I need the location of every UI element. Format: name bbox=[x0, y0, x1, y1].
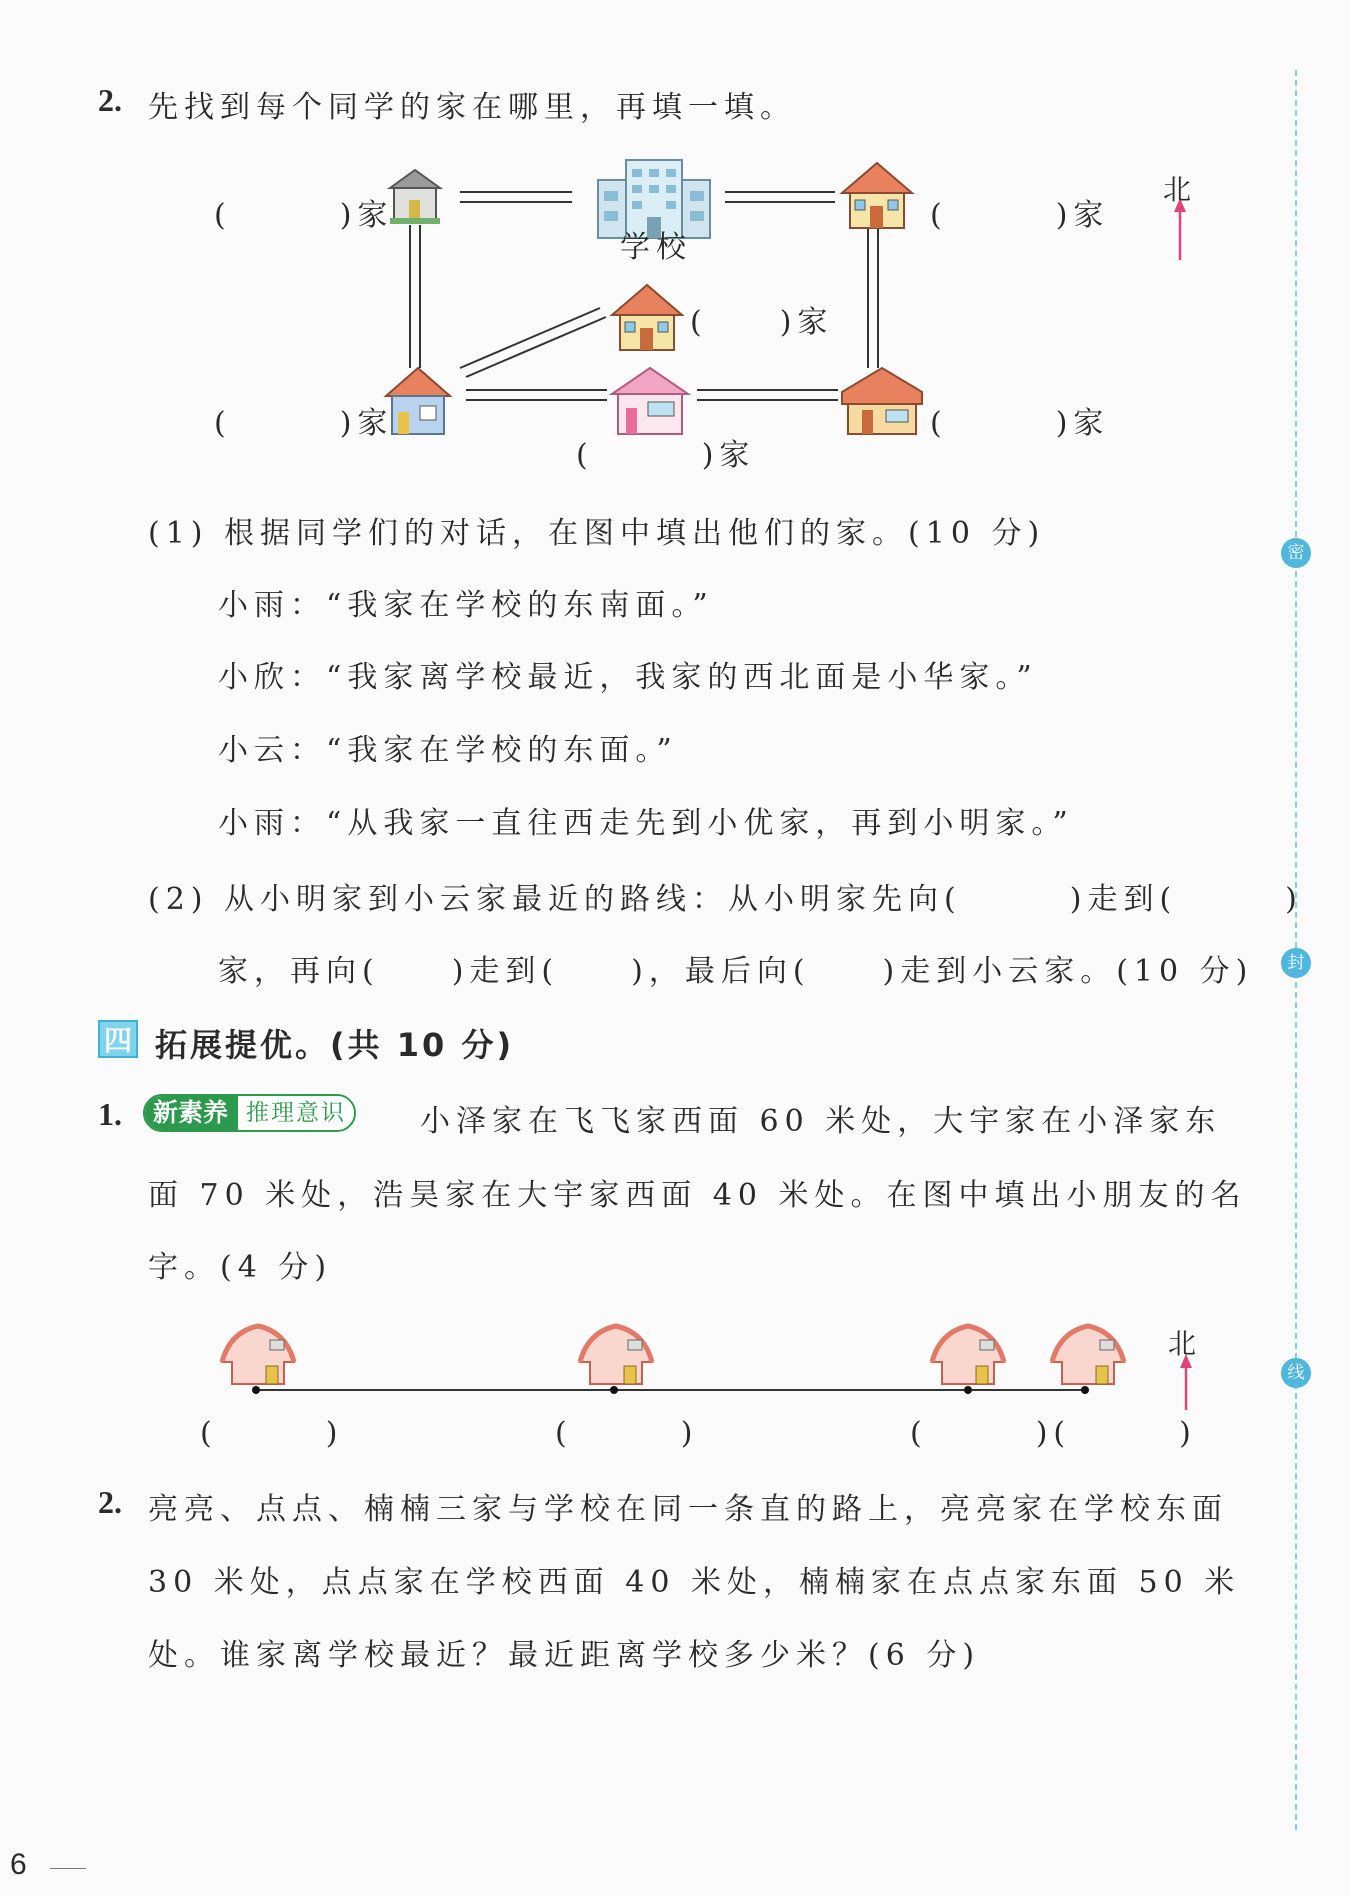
q4-2-line2: 30 米处，点点家在学校西面 40 米处，楠楠家在点点家东面 50 米 bbox=[148, 1565, 1241, 1600]
point-3 bbox=[964, 1386, 972, 1394]
point-4 bbox=[1081, 1386, 1089, 1394]
section-title: 拓展提优。(共 10 分) bbox=[155, 1026, 515, 1064]
house-top-left bbox=[390, 170, 440, 224]
house-bottom-right bbox=[842, 368, 922, 434]
name-blank-3-4: ( )( ) bbox=[910, 1416, 1197, 1451]
dialogue-line-1: 小雨：“我家在学校的东南面。” bbox=[218, 588, 714, 623]
map-label-bottom-right: ( )家 bbox=[930, 406, 1110, 441]
q4-2-line3: 处。谁家离学校最近？最近距离学校多少米？(6 分) bbox=[148, 1638, 981, 1673]
map-label-center: ( )家 bbox=[690, 305, 834, 340]
q2-part1-label: (1) 根据同学们的对话，在图中填出他们的家。(10 分) bbox=[148, 516, 1046, 551]
house-2 bbox=[580, 1326, 652, 1384]
house-1 bbox=[222, 1326, 294, 1384]
map-label-school: 学校 bbox=[620, 230, 692, 265]
map-label-top-left: ( )家 bbox=[214, 198, 394, 233]
map-north-label: 北 bbox=[1163, 173, 1192, 206]
map-label-bottom-left: ( )家 bbox=[214, 406, 394, 441]
house-4 bbox=[1052, 1326, 1124, 1384]
q2-number: 2. bbox=[98, 82, 122, 118]
section-number-box: 四 bbox=[98, 1020, 138, 1058]
q2-prompt: 先找到每个同学的家在哪里，再填一填。 bbox=[148, 90, 796, 125]
location-map bbox=[0, 140, 1350, 480]
name-blank-2: ( ) bbox=[555, 1416, 699, 1451]
q4-1-number: 1. bbox=[98, 1096, 122, 1132]
page-number-rule bbox=[50, 1868, 86, 1869]
map-label-bottom-center: ( )家 bbox=[576, 438, 756, 473]
seal-label-mi: 密 bbox=[1281, 538, 1311, 568]
house-bottom-left bbox=[386, 368, 450, 434]
q4-2-number: 2. bbox=[98, 1484, 122, 1520]
q2-part2-line1: (2) 从小明家到小云家最近的路线：从小明家先向( )走到( ) bbox=[148, 882, 1303, 917]
badge-sub: 推理意识 bbox=[238, 1096, 354, 1130]
line-north-label: 北 bbox=[1168, 1327, 1197, 1360]
dialogue-line-4: 小雨：“从我家一直往西走先到小优家，再到小明家。” bbox=[218, 806, 1074, 841]
house-center bbox=[612, 285, 682, 350]
name-blank-1: ( ) bbox=[200, 1416, 344, 1451]
q2-part2-line2: 家，再向( )走到( )，最后向( )走到小云家。(10 分) bbox=[218, 954, 1254, 989]
point-2 bbox=[610, 1386, 618, 1394]
house-top-right bbox=[842, 163, 912, 228]
seal-label-xian: 线 bbox=[1281, 1358, 1311, 1388]
q4-1-line1: 小泽家在飞飞家西面 60 米处，大宇家在小泽家东 bbox=[420, 1104, 1222, 1139]
house-line-diagram bbox=[0, 1310, 1350, 1420]
map-label-top-right: ( )家 bbox=[930, 198, 1110, 233]
dialogue-line-3: 小云：“我家在学校的东面。” bbox=[218, 733, 678, 768]
dialogue-line-2: 小欣：“我家离学校最近，我家的西北面是小华家。” bbox=[218, 660, 1038, 695]
q4-1-line2: 面 70 米处，浩昊家在大宇家西面 40 米处。在图中填出小朋友的名 bbox=[148, 1178, 1247, 1213]
point-1 bbox=[252, 1386, 260, 1394]
q4-1-line3: 字。(4 分) bbox=[148, 1250, 333, 1285]
house-bottom-center bbox=[612, 368, 688, 434]
q4-2-line1: 亮亮、点点、楠楠三家与学校在同一条直的路上，亮亮家在学校东面 bbox=[148, 1492, 1228, 1527]
north-arrow-2 bbox=[1180, 1354, 1192, 1410]
page-number: 6 bbox=[10, 1848, 27, 1881]
house-3 bbox=[932, 1326, 1004, 1384]
literacy-badge bbox=[143, 1094, 356, 1132]
badge-main: 新素养 bbox=[145, 1096, 238, 1130]
seal-label-feng: 封 bbox=[1281, 948, 1311, 978]
